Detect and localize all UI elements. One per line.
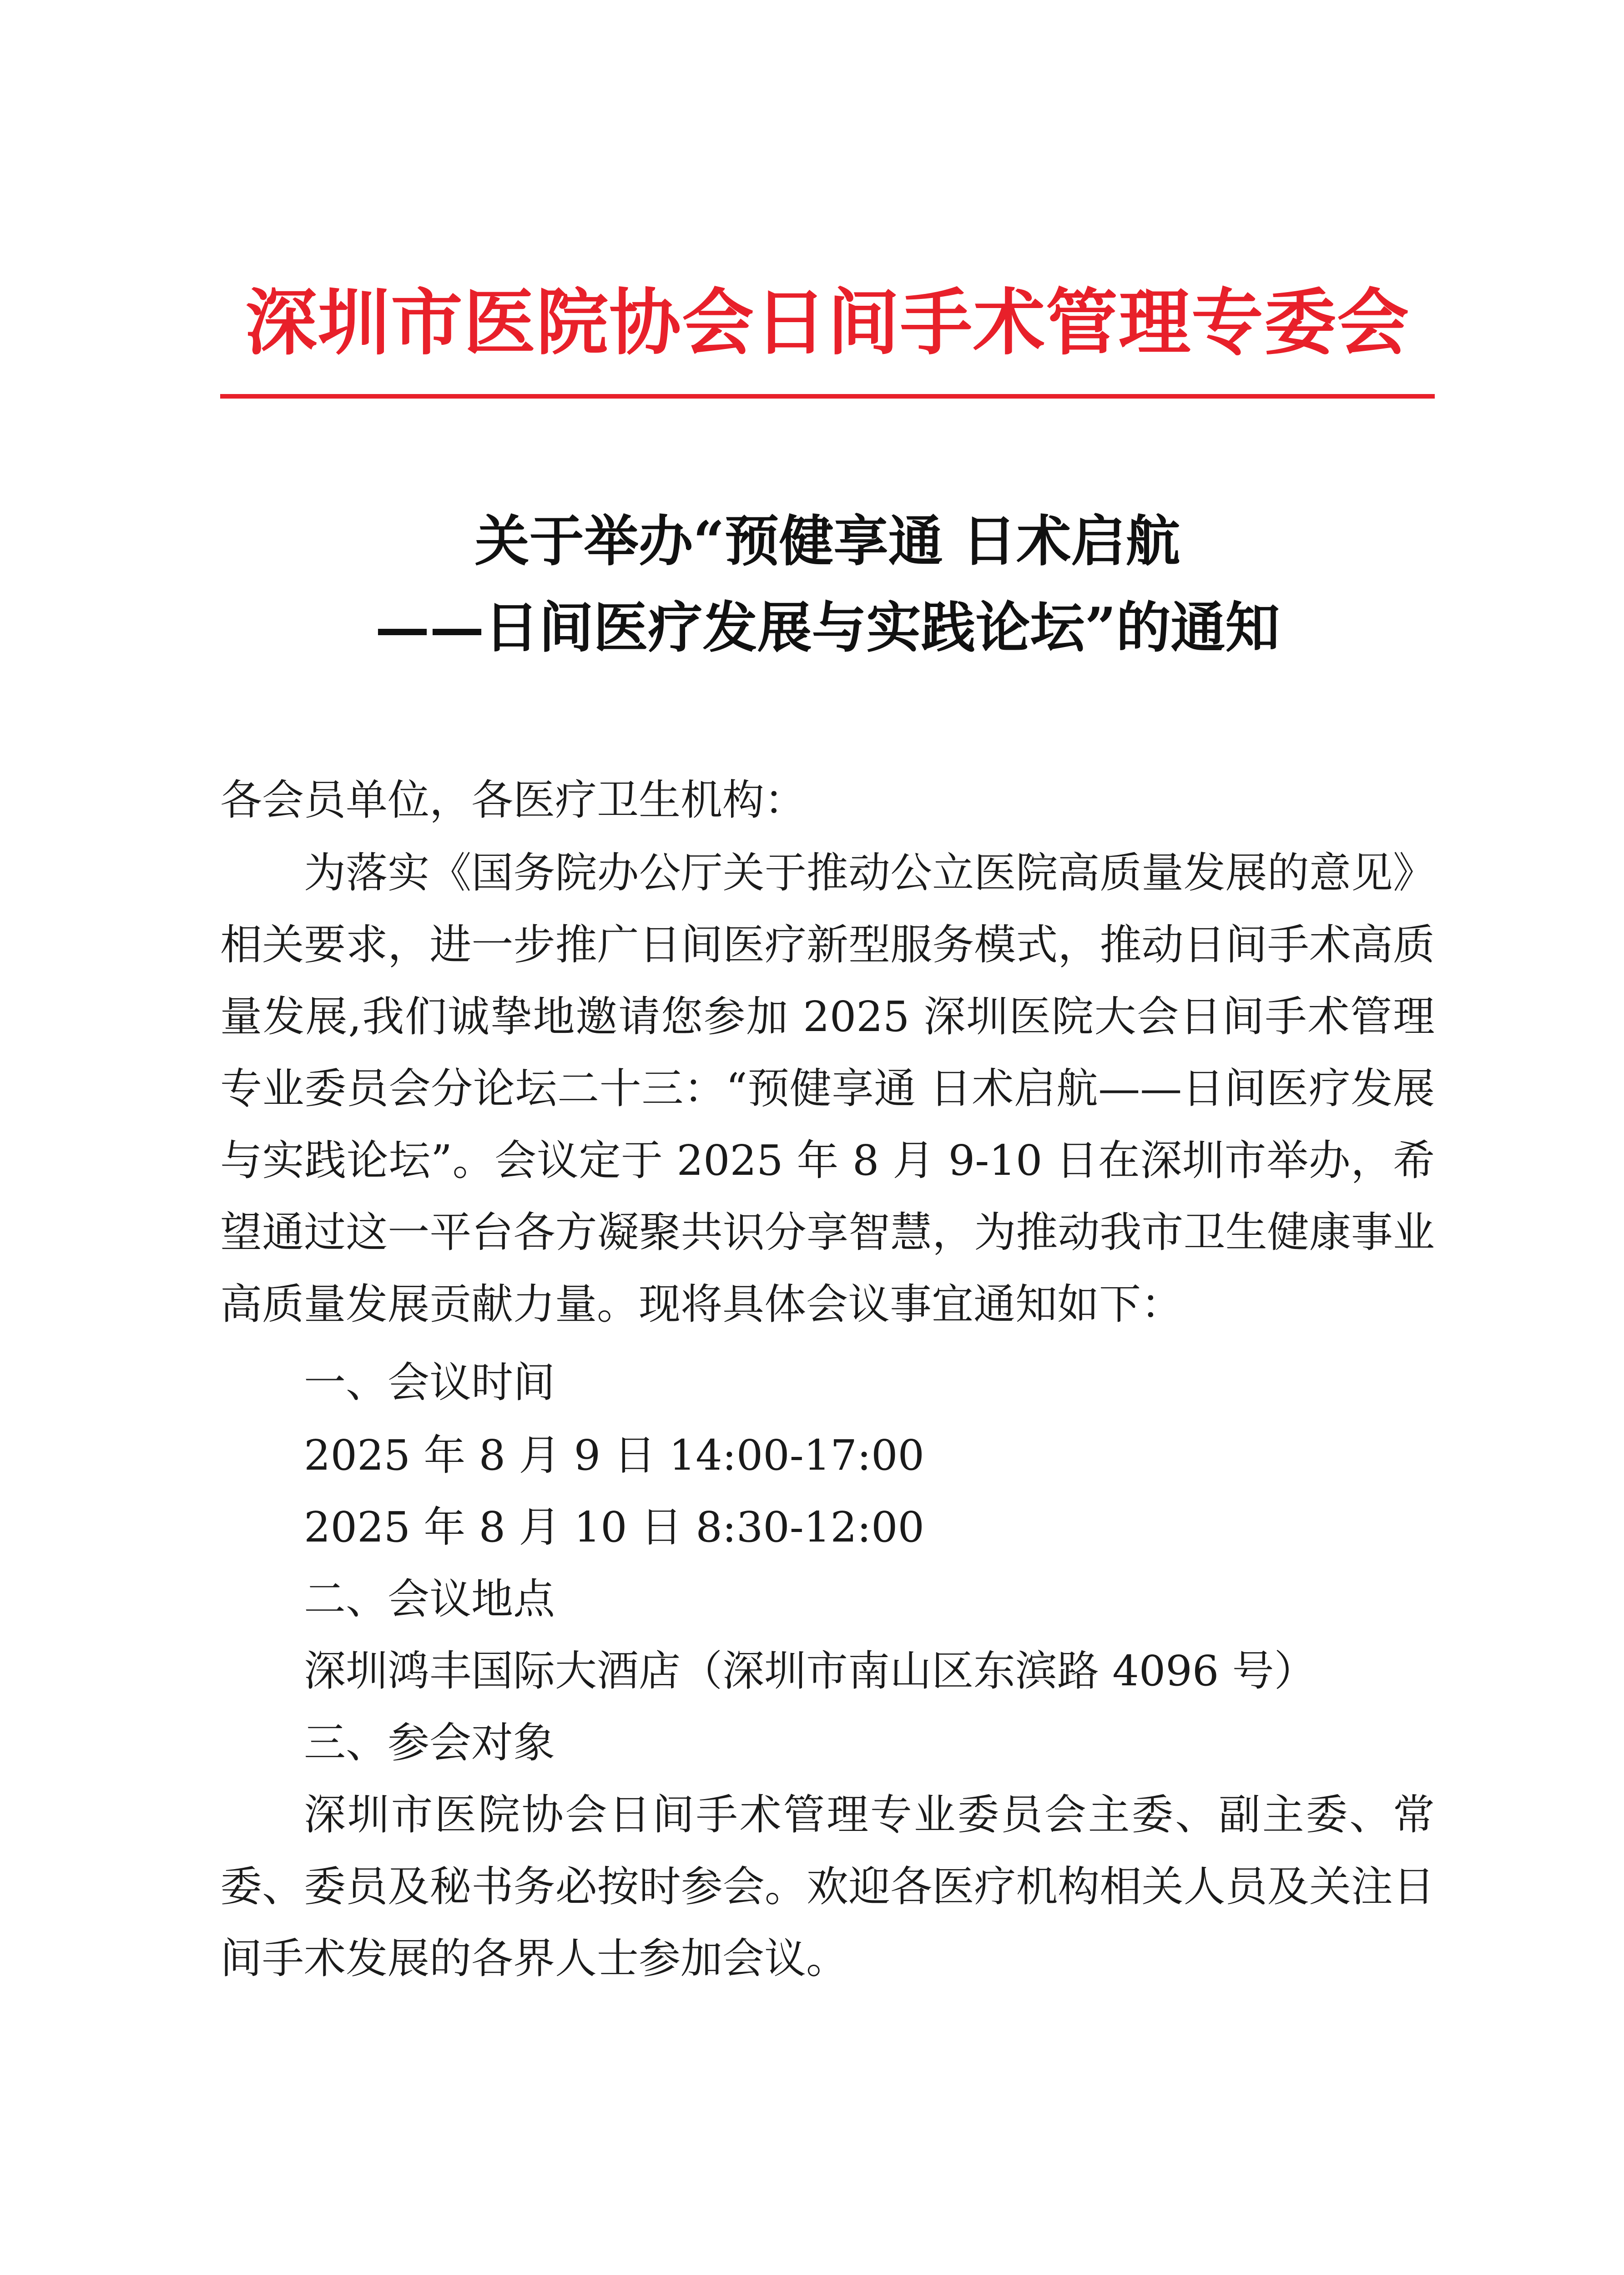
notice-title-line-2: ——日间医疗发展与实践论坛”的通知 [375, 596, 1280, 660]
section-time-heading: 一、会议时间 [304, 1358, 555, 1407]
letterhead-red-rule [220, 394, 1435, 399]
attendees-paragraph: 深圳市医院协会日间手术管理专业委员会主委、副主委、常委、委员及秘书务必按时参会。欢迎各医疗机构相关人员及关注日间手术发展的各界人士参加会议。 [220, 1790, 1435, 1983]
section-attendees-heading: 三、参会对象 [304, 1719, 555, 1767]
meeting-address: 深圳鸿丰国际大酒店（深圳市南山区东滨路 4096 号） [304, 1647, 1316, 1695]
section-location-heading: 二、会议地点 [304, 1575, 555, 1623]
intro-paragraph: 为落实《国务院办公厅关于推动公立医院高质量发展的意见》相关要求，进一步推广日间医疗新型服务模式，推动日间手术高质量发展,我们诚挚地邀请您参加 2025 深圳医院大会日间手术管理专业委员会分论坛二十三：“预健享通 日术启航——日间医疗发展与实践论坛”。会议定于 2025 年 8 月 9-10 日在深圳市举办，希望通过这一平台各方凝聚共识分享智慧，为推动我市卫生健康事业高质量发展贡献力量。现将具体会议事宜通知如下： [220, 849, 1435, 1329]
notice-title-line-1: 关于举办“预健享通 日术启航 [474, 509, 1180, 573]
meeting-time-day2: 2025 年 8 月 10 日 8:30-12:00 [304, 1503, 925, 1552]
letterhead-organization: 深圳市医院协会日间手术管理专委会 [245, 281, 1410, 365]
salutation: 各会员单位，各医疗卫生机构： [220, 776, 807, 824]
meeting-time-day1: 2025 年 8 月 9 日 14:00-17:00 [304, 1431, 925, 1480]
